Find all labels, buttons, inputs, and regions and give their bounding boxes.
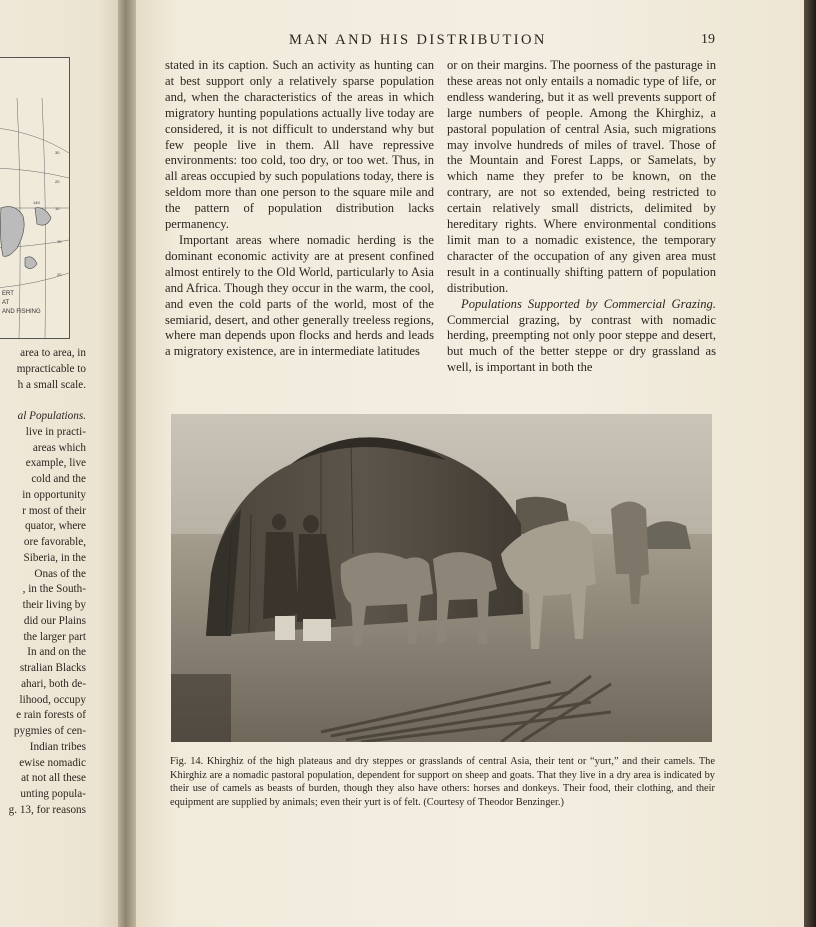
svg-text:20: 20 [55,179,60,184]
caption-text: Fig. 14. Khirghiz of the high plateaus and dry steppes or grasslands of central Asia, their tent or “yurt,” and their camels. The Khirghiz are a nomadic pastoral population, dependent for support on sheep and goats. That they live in a dry area is indicated by their use of camels as beasts of burden, though they also have others: horses and donkeys. Their food, their clothing, and their equipment are supplied by animals; even their yurt is of felt. (Courtesy of Theodor Benzinger.) [170,756,715,808]
page-number: 19 [701,32,715,47]
left-text-line: cold and the [31,473,86,485]
svg-text:10: 10 [57,239,62,244]
left-text-line: quator, where [24,520,86,533]
page-edge [804,0,816,927]
left-text-line: Siberia, in the [23,551,86,564]
text-column-left [165,58,434,360]
left-text-line: at not all these [21,772,86,785]
svg-text:20: 20 [57,272,62,277]
left-text-line: Indian tribes [29,740,86,753]
left-text-line: h a small scale. [17,378,86,391]
left-text-line: ahari, both de- [21,677,86,690]
paragraph: stated in its caption. Such an activity as hunting can at best support only a relatively sparse population and, when the characteristics of the areas in which migratory hunting populations actually live today are considered, it is not difficult to understand why but few people live in them. All have repressive environments: too cold, too dry, or too wet. Thus, in all areas occupied by such populations today, there is seldom more than one person to the square mile and the pattern of population distribution lacks permanency. [165,58,434,232]
photo-illustration [171,414,712,742]
left-text-line: e rain forests of [16,709,86,722]
map-legend-item: ERT [2,291,14,297]
figure-caption [170,755,715,809]
left-text-line: unting popula- [20,788,86,800]
left-text-line: example, live [25,457,86,470]
left-text-line: In and on the [27,646,86,659]
left-page-text [0,346,86,819]
left-text-heading: al Populations. [17,410,86,422]
map-legend [2,290,41,317]
left-text-line: stralian Blacks [19,662,86,674]
svg-text:10: 10 [55,206,60,211]
paragraph: or on their margins. The poorness of the pasturage in these areas not only entails a nomadic type of life, or endless wandering, but it as well prevents support of large numbers of people. Among the Khirghiz, a pastoral population of central Asia, such migrations may involve hundreds of miles of travel. Those of the Mountain and Forest Lapps, or Samelats, by which name they prefer to be known, on the contrary, are not so extended, being restricted to certain relatively small districts, delimited by hereditary rights. Where environmental conditions limit man to a nomadic existence, the temporary character of the occupation of any given area must result in a continually shifting pattern of population distribution. [447,58,716,295]
left-text-line: ore favorable, [23,536,86,548]
running-head: MAN AND HIS DISTRIBUTION [289,32,547,48]
left-text-line: area to area, in [20,347,86,359]
text-column-right [447,58,716,376]
left-page [0,0,122,927]
map-legend-item: AT [2,300,10,306]
left-text-line: lihood, occupy [19,693,86,706]
left-text-line: , in the South- [22,583,86,596]
left-text-line: r most of their [22,504,86,517]
paragraph: Important areas where nomadic herding is the dominant economic activity are at present confined almost entirely to the Old World, particularly to Asia and Africa. Though they occur in the warm, the cool, and even the cold parts of the world, most of the semiarid, desert, and other generally treeless regions, where man depends upon flocks and herds and leads a migratory existence, are in intermediate latitudes [165,232,434,359]
left-text-line: mpracticable to [16,362,86,375]
left-text-line: areas which [32,441,86,454]
yurt-and-camels-photo [171,414,712,742]
left-text-line: Onas of the [34,567,86,580]
left-text-line: in opportunity [22,488,86,501]
svg-text:30: 30 [55,150,60,155]
left-text-line: their living by [22,599,86,611]
left-text-line [0,393,86,409]
paragraph [447,297,716,377]
left-text-line: live in practi- [25,425,86,438]
left-text-line: ewise nomadic [19,756,86,769]
left-text-line: did our Plains [23,614,86,627]
section-heading: Populations Supported by Commercial Grazing. [461,296,716,311]
map-legend-item: AND FISHING [2,309,41,315]
svg-text:140: 140 [33,200,40,205]
left-text-line: pygmies of cen- [13,725,86,737]
left-text-line: g. 13, for reasons [8,803,86,816]
paragraph-text: Commercial grazing, by contrast with nomadic herding, preempting not only poor steppe and desert, but much of the better steppe or dry grassland as well, is important in both the [447,312,716,375]
left-text-line: the larger part [23,630,86,643]
